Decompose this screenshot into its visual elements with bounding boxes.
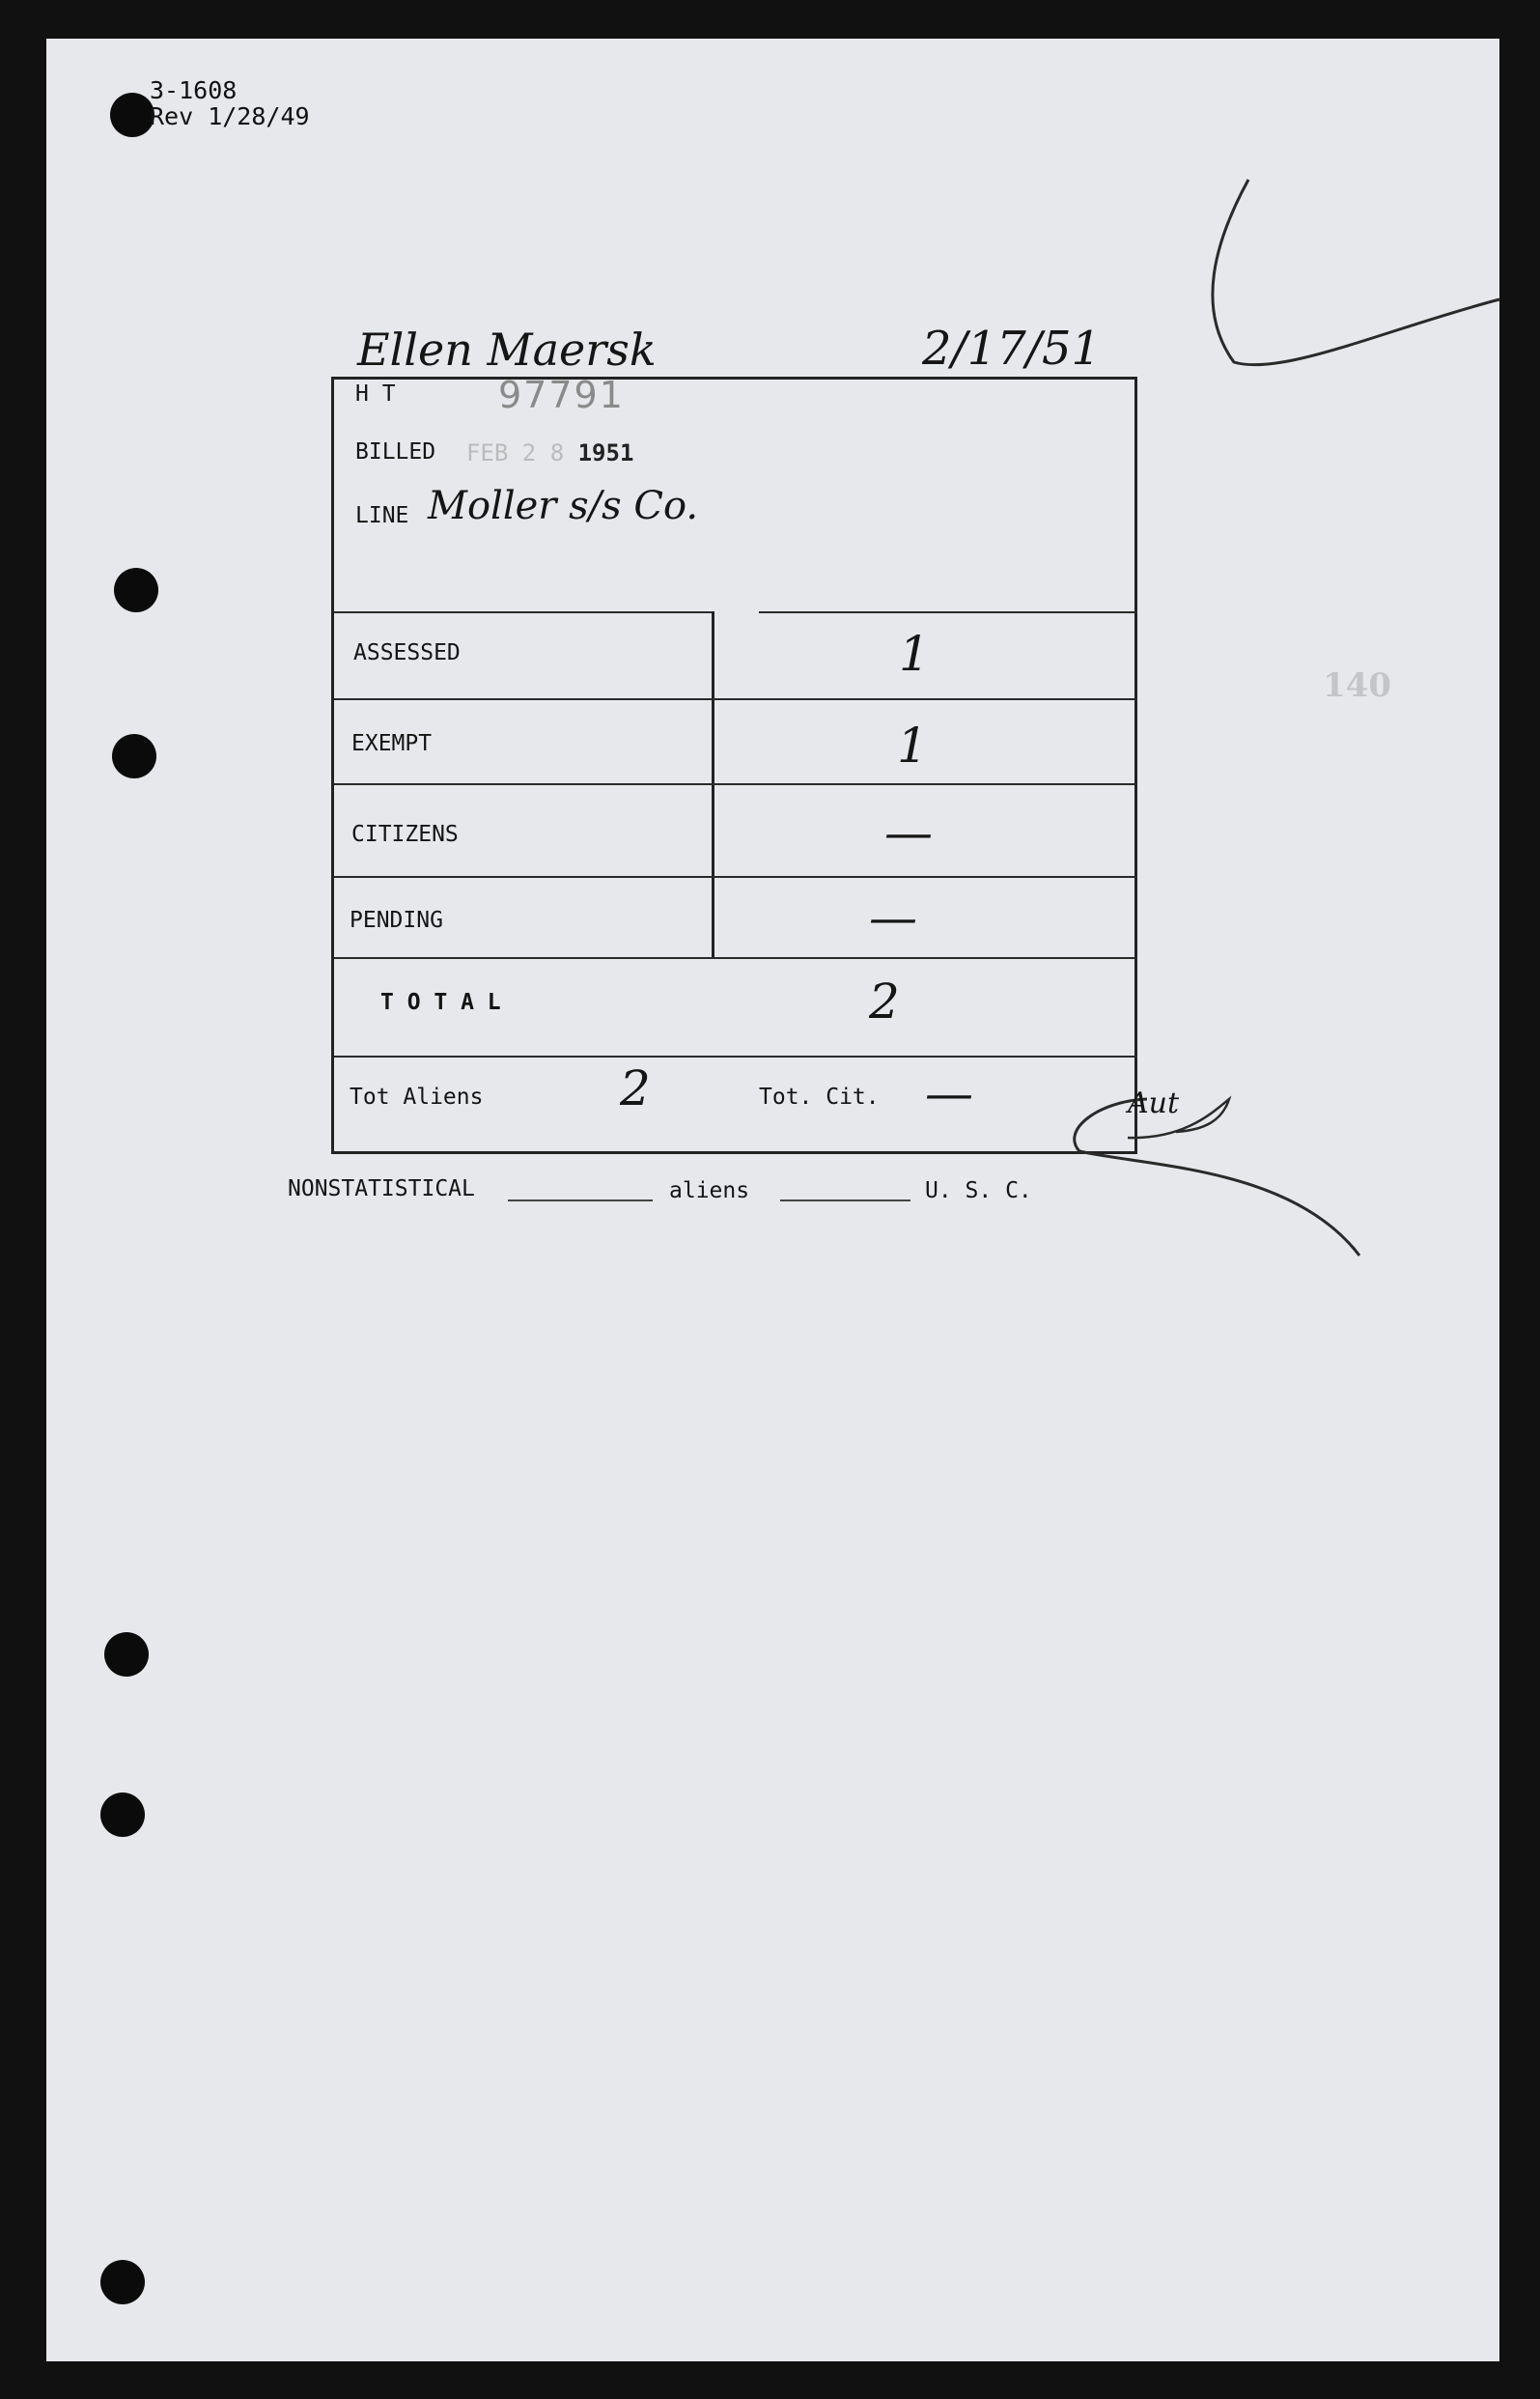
total-label: T O T A L [380,990,501,1015]
vessel-name: Ellen Maersk [357,324,657,376]
pen-scribble [1176,135,1504,415]
punch-hole [100,2260,145,2304]
billed-stamp-date: FEB 2 8 [466,439,565,466]
row-value-assessed: 1 [899,626,930,682]
summary-table [331,374,1137,1154]
punch-hole [114,568,158,612]
row-divider [334,1056,1137,1058]
usc-label: U. S. C. [925,1178,1032,1203]
total-value: 2 [869,974,900,1030]
line-label: LINE [355,503,409,528]
punch-hole [110,93,154,137]
tot-aliens-value: 2 [620,1060,651,1116]
form-number: 3-1608 [150,76,238,104]
row-label-assessed: ASSESSED [353,640,461,665]
tot-cit-label: Tot. Cit. [759,1085,880,1110]
ht-number: 97791 [498,374,625,416]
ht-label: H T [355,381,396,407]
aliens-word: aliens [669,1178,750,1203]
form-sheet [46,39,1499,2361]
nonstat-blank [508,1200,653,1201]
row-label-exempt: EXEMPT [351,731,433,756]
form-code [150,77,310,129]
punch-hole [112,734,156,778]
row-divider [334,876,1137,878]
arrival-date: 2/17/51 [922,322,1102,376]
aliens-blank [780,1200,910,1201]
tot-aliens-label: Tot Aliens [350,1085,484,1110]
row-divider [759,611,1137,613]
initials-flourish [1060,1082,1379,1313]
billed-label: BILLED [355,439,436,465]
nonstatistical-label: NONSTATISTICAL [288,1176,475,1201]
initials: Aut [1128,1087,1180,1120]
punch-hole [100,1792,145,1837]
row-divider [334,783,1137,785]
billed-stamp-year: 1951 [577,439,634,466]
row-value-exempt: 1 [897,718,928,774]
row-label-citizens: CITIZENS [351,822,459,847]
punch-hole [104,1632,149,1677]
tot-cit-value: — [925,1065,973,1121]
line-value: Moller s/s Co. [428,484,699,528]
row-label-pending: PENDING [350,908,443,933]
margin-number: 140 [1323,666,1391,705]
row-value-citizens: — [884,804,933,861]
row-divider [334,957,1137,959]
billed-stamp [466,439,633,466]
row-value-pending: — [869,889,917,945]
row-divider [334,611,712,613]
row-divider [334,698,1137,700]
form-revision: Rev 1/28/49 [150,102,310,130]
